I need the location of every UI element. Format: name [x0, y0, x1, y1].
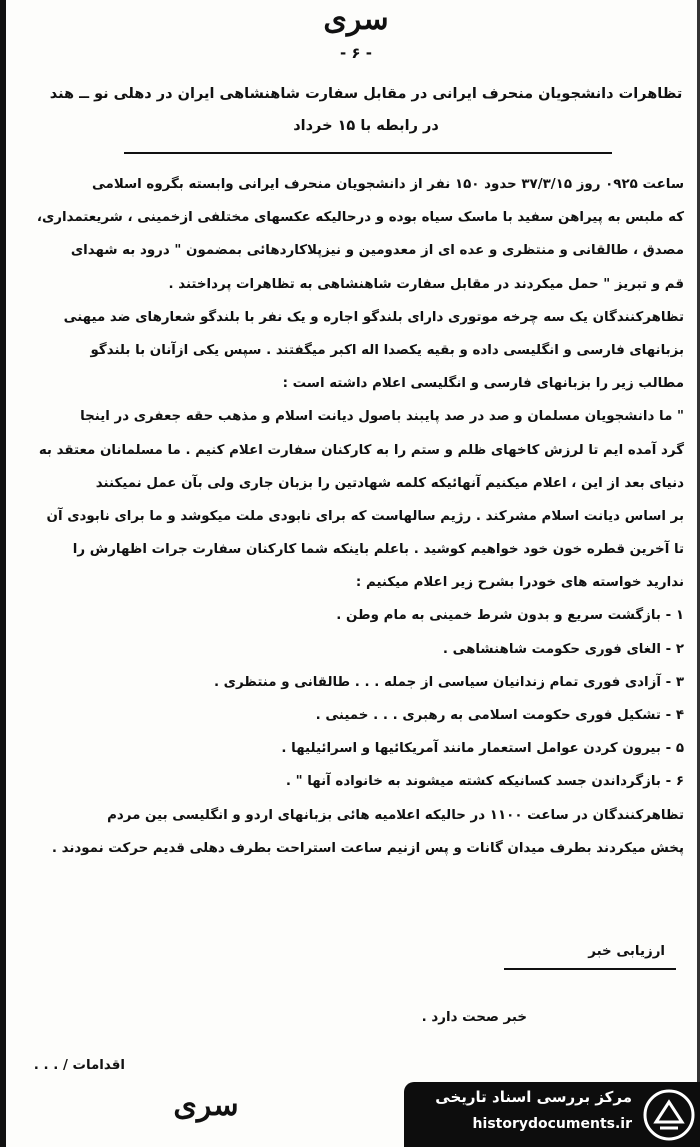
demand-item: ۵ - بیرون کردن عوامل استعمار مانند آمریکائیها و اسرائیلیها .: [281, 741, 684, 757]
demand-item: ۳ - آزادی فوری تمام زندانیان سیاسی از جمله . . . طالقانی و منتظری .: [213, 674, 684, 690]
document-title-line-1: تظاهرات دانشجویان منحرف ایرانی در مقابل سفارت شاهنشاهی ایران در دهلی نو ــ هند: [49, 86, 683, 102]
body-line: پخش میکردند بطرف میدان گانات و پس ازنیم ساعت استراحت بطرف دهلی قدیم حرکت نمودند .: [51, 840, 684, 856]
archive-logo-icon: [642, 1088, 696, 1142]
body-line: مطالب زیر را بزبانهای فارسی و انگلیسی اعلام داشته است :: [282, 376, 684, 392]
body-line: قم و تبریز " حمل میکردند در مقابل سفارت شاهنشاهی به تظاهرات پرداختند .: [168, 276, 684, 292]
classification-stamp-top: سری: [323, 2, 389, 37]
body-line: " ما دانشجویان مسلمان و صد در صد پایبند باصول دیانت اسلام و مذهب حقه جعفری در اینجا: [80, 409, 684, 425]
body-line: که ملبس به پیراهن سفید با ماسک سیاه بوده و درحالیکه عکسهای مختلفی ازخمینی ، شریعتمداری،: [36, 210, 684, 226]
body-line: ساعت ۰۹۲۵ روز ۳۷/۳/۱۵ حدود ۱۵۰ نفر از دانشجویان منحرف ایرانی وابسته بگروه اسلامی: [92, 177, 684, 192]
classification-stamp-bottom: سری: [173, 1088, 239, 1123]
assessment-underline: [504, 968, 676, 970]
assessment-text: خبر صحت دارد .: [421, 1010, 527, 1025]
title-divider: [124, 152, 612, 154]
body-line: دنیای بعد از این ، اعلام میکنیم آنهائیکه کلمه شهادتین را بزبان جاری ولی بآن عمل نمیکنند: [95, 475, 684, 491]
demand-item: ۴ - تشکیل فوری حکومت اسلامی به رهبری . . . خمینی .: [315, 708, 684, 723]
body-line: تا آخرین قطره خون خود خواهیم کوشید . باعلم باینکه شما کارکنان سفارت جرات اظهارش را: [72, 542, 684, 558]
body-line: مصدق ، طالقانی و منتظری و عده ای از معدومین و نیزپلاکاردهائی بمضمون " درود به شهدای: [70, 243, 684, 259]
watermark-site: historydocuments.ir: [472, 1116, 632, 1132]
body-line: ندارید خواسته های خودرا بشرح زیر اعلام میکنیم :: [355, 575, 684, 591]
demand-item: ۶ - بازگرداندن جسد کسانیکه کشته میشوند به خانواده آنها " .: [285, 774, 684, 790]
assessment-heading: ارزیابی خبر: [588, 944, 665, 959]
watermark-name: مرکز بررسی اسناد تاریخی: [435, 1088, 632, 1106]
document-title-line-2: در رابطه با ۱۵ خرداد: [293, 118, 439, 134]
actions-label: اقدامات / . . .: [33, 1058, 125, 1073]
report-body: [36, 168, 684, 865]
body-line: بر اساس دیانت اسلام مشرکند . رژیم سالهاست که برای نابودی ملت میکوشد و ما برای نابودی آن: [46, 508, 684, 524]
demand-item: ۱ - بازگشت سریع و بدون شرط خمینی به مام وطن .: [336, 608, 684, 624]
body-line: تظاهرکنندگان در ساعت ۱۱۰۰ در حالیکه اعلامیه هائی بزبانهای اردو و انگلیسی بین مردم: [107, 807, 684, 823]
archive-watermark: [404, 1082, 700, 1147]
demand-item: ۲ - الغای فوری حکومت شاهنشاهی .: [442, 641, 684, 657]
body-line: تظاهرکنندگان یک سه چرخه موتوری دارای بلندگو اجاره و یک نفر با بلندگو شعارهای ضد میهنی: [63, 309, 684, 325]
page-number: - ۶ -: [339, 44, 373, 62]
body-line: بزبانهای فارسی و انگلیسی داده و بقیه یکصدا اله اکبر میگفتند . سپس یکی ازآنان با بلندگو: [90, 342, 684, 358]
body-line: گرد آمده ایم تا لرزش کاخهای ظلم و ستم را به کارکنان سفارت اعلام کنیم . ما مسلمانان معتقد به: [38, 442, 684, 458]
